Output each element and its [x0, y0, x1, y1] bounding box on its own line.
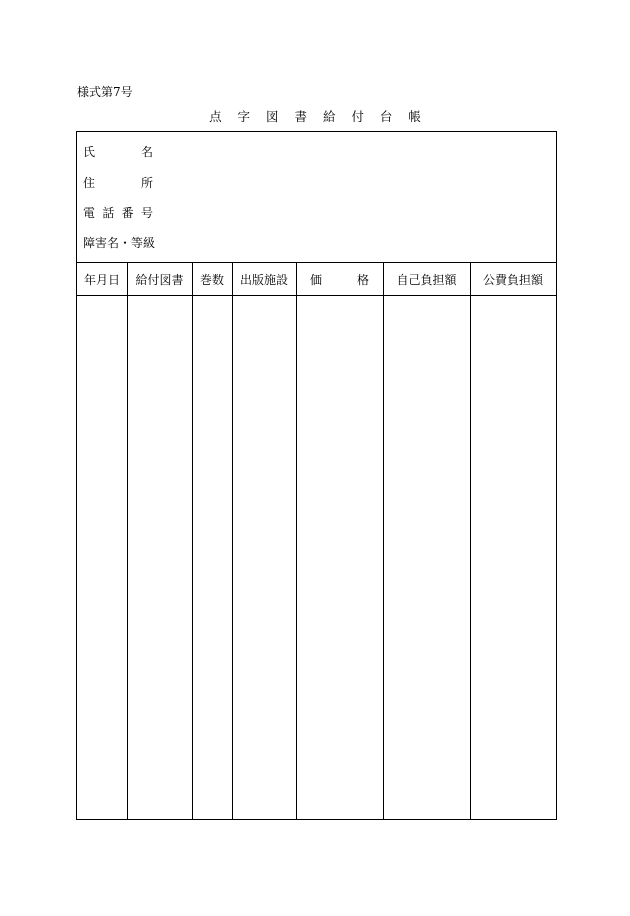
applicant-info-block — [77, 132, 556, 263]
column-header-price — [296, 263, 383, 295]
name-label-char-1: 氏 — [83, 145, 96, 159]
price-header-char-2: 格 — [356, 272, 369, 287]
disability-grade-label: 障害名・等級 — [83, 236, 156, 250]
phone-label-char-3: 番 — [121, 206, 134, 220]
address-label-char-1: 住 — [83, 176, 96, 190]
column-header-date: 年月日 — [83, 272, 120, 287]
form-number: 様式第7号 — [77, 85, 133, 99]
phone-label-char-1: 電 — [83, 206, 96, 220]
address-label — [83, 175, 153, 191]
price-header-char-1: 価 — [310, 272, 323, 287]
phone-label-char-4: 号 — [140, 206, 153, 220]
column-header-book: 給付図書 — [135, 272, 184, 287]
ledger-entry-area — [77, 296, 556, 819]
name-label — [83, 144, 153, 160]
ledger-form — [76, 131, 557, 820]
column-header-publisher: 出版施設 — [239, 272, 288, 287]
address-label-char-2: 所 — [140, 176, 153, 190]
column-header-volumes: 巻数 — [199, 272, 224, 287]
name-label-char-2: 名 — [140, 145, 153, 159]
phone-label-char-2: 話 — [102, 206, 115, 220]
column-header-public-pay: 公費負担額 — [482, 272, 543, 287]
column-header-self-pay: 自己負担額 — [396, 272, 457, 287]
document-title: 点 字 図 書 給 付 台 帳 — [209, 109, 427, 124]
phone-label — [83, 205, 153, 221]
table-header-row — [77, 263, 556, 296]
